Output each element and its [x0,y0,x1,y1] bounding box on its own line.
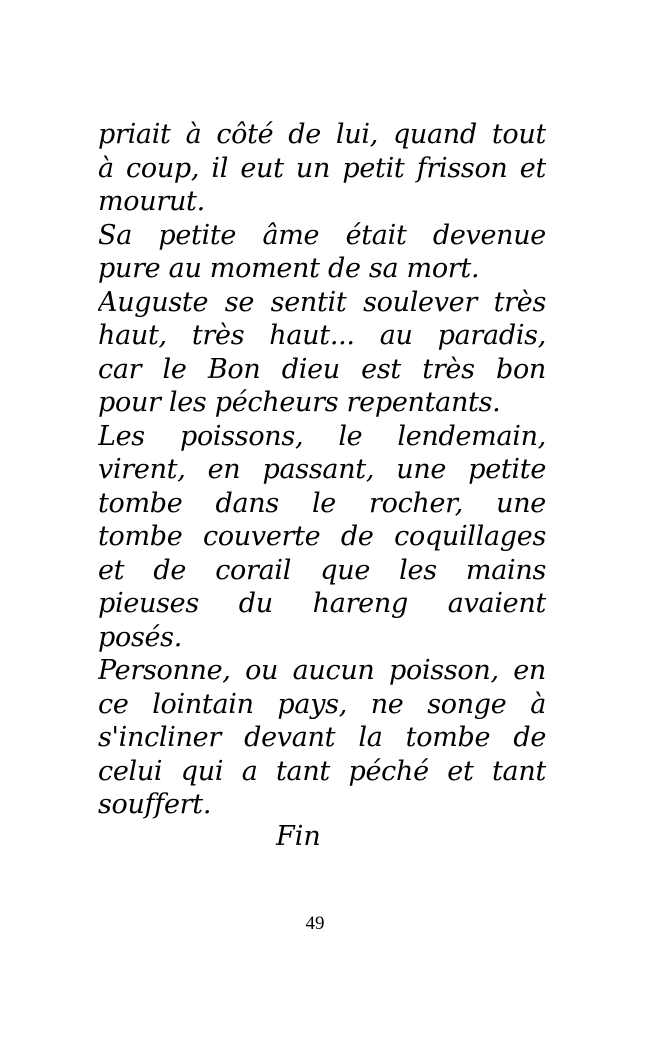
text-line: Sa petite âme était devenue [98,219,546,251]
text-line: haut, très haut... au paradis, [98,320,546,351]
text-line: pure au moment de sa mort. [98,253,480,284]
page-number: 49 [305,913,325,934]
story-ending: Fin [276,821,321,852]
text-line: priait à côté de lui, quand tout [98,119,546,150]
text-line: à coup, il eut un petit frisson et [98,152,546,184]
text-line: posés. [98,621,183,653]
text-line: mourut. [98,186,205,217]
story-text [98,118,546,822]
text-line: celui qui a tant péché et tant [98,755,546,787]
text-line: Personne, ou aucun poisson, en [98,655,546,686]
text-line: pour les pécheurs repentants. [98,387,501,418]
text-line: virent, en passant, une petite [98,454,546,485]
text-line: tombe dans le rocher, une [98,487,546,519]
text-line: et de corail que les mains [98,554,546,586]
text-line: Auguste se sentit soulever très [98,286,546,318]
text-line: pieuses du hareng avaient [98,588,546,619]
text-line: ce lointain pays, ne songe à [98,688,546,720]
text-line: s'incliner devant la tombe de [98,722,546,753]
text-line: tombe couverte de coquillages [98,521,546,552]
text-line: Les poissons, le lendemain, [98,420,546,452]
text-line: car le Bon dieu est très bon [98,353,546,385]
text-line: souffert. [98,789,212,820]
